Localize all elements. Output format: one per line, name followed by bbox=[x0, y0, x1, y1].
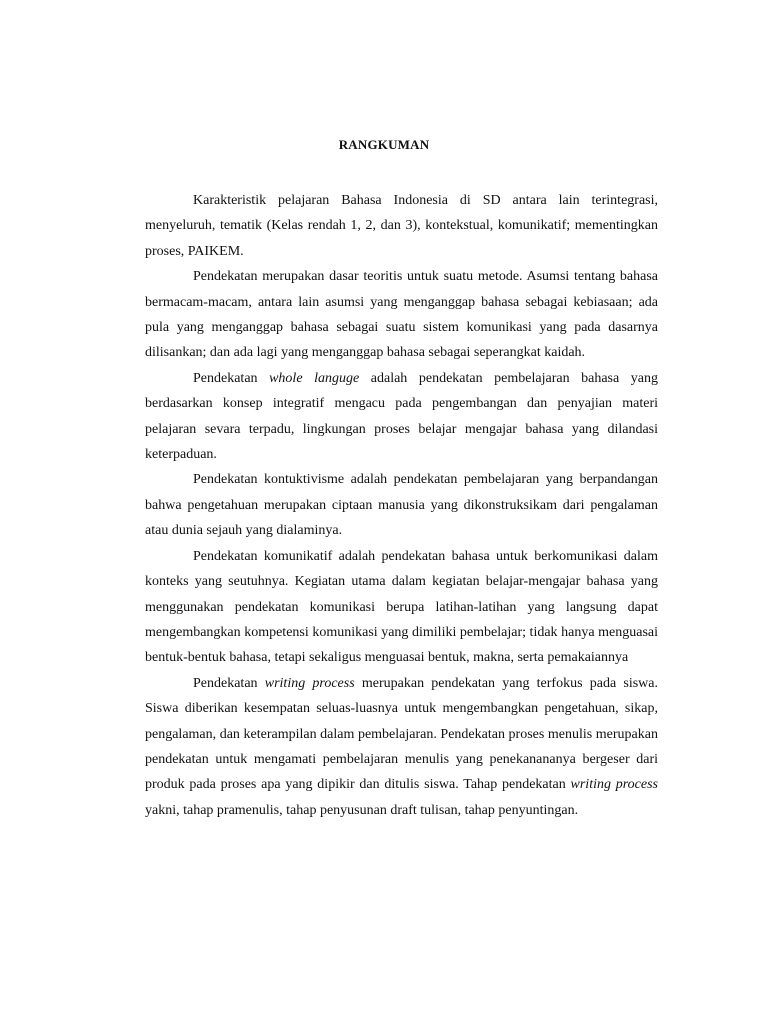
italic-term: whole languge bbox=[269, 370, 360, 386]
paragraph bbox=[145, 544, 658, 671]
paragraph-text: adalah pendekatan pembelajaran bahasa yang berdasarkan konsep integratif mengacu pada pengembangan dan penyajian materi pelajaran sevara terpadu, lingkungan proses belajar mengajar bahasa yang dilandasi keterpaduan. bbox=[145, 370, 658, 463]
paragraph bbox=[145, 671, 658, 823]
paragraph bbox=[145, 264, 658, 366]
paragraph bbox=[145, 467, 658, 543]
paragraph-text: Pendekatan merupakan dasar teoritis untuk suatu metode. Asumsi tentang bahasa bermacam-macam, antara lain asumsi yang menganggap bahasa sebagai kebiasaan; ada pula yang menganggap bahasa sebagai suatu sistem komunikasi yang pada dasarnya dilisankan; dan ada lagi yang menganggap bahasa sebagai seperangkat kaidah. bbox=[145, 269, 658, 361]
paragraph-text: Pendekatan komunikatif adalah pendekatan bahasa untuk berkomunikasi dalam konteks yang seutuhnya. Kegiatan utama dalam kegiatan belajar-mengajar bahasa yang menggunakan pendekatan komunikasi berupa latihan-latihan yang langsung dapat mengembangkan kompetensi komunikasi yang dimiliki pembelajar; tidak hanya menguasai bentuk-bentuk bahasa, tetapi sekaligus menguasai bentuk, makna, serta pemakaiannya bbox=[145, 548, 658, 666]
document-title: RANGKUMAN bbox=[338, 137, 430, 152]
paragraph-text: merupakan pendekatan yang terfokus pada siswa. Siswa diberikan kesempatan seluas-luasnya untuk mengembangkan pengetahuan, sikap, pengalaman, dan keterampilan dalam pembelajaran. Pendekatan proses menulis merupakan pendekatan untuk mengamati pembelajaran menulis yang penekanananya bergeser dari produk pada proses apa yang dipikir dan ditulis siswa. Tahap pendekatan bbox=[145, 675, 658, 793]
paragraph bbox=[145, 366, 658, 468]
paragraph-text: yakni, tahap pramenulis, tahap penyusunan draft tulisan, tahap penyuntingan. bbox=[145, 802, 579, 818]
italic-term: writing process bbox=[264, 675, 355, 691]
paragraph bbox=[145, 188, 658, 264]
paragraph-text: Pendekatan bbox=[193, 675, 265, 691]
paragraph-text: Pendekatan kontuktivisme adalah pendekatan pembelajaran yang berpandangan bahwa pengetahuan merupakan ciptaan manusia yang dikonstruksikam dari pengalaman atau dunia sejauh yang dialaminya. bbox=[145, 472, 658, 539]
document-body bbox=[145, 188, 658, 823]
paragraph-text: Karakteristik pelajaran Bahasa Indonesia di SD antara lain terintegrasi, menyeluruh, tematik (Kelas rendah 1, 2, dan 3), kontekstual, komunikatif; mementingkan proses, PAIKEM. bbox=[145, 193, 658, 259]
paragraph-text: Pendekatan bbox=[193, 370, 270, 386]
italic-term: writing process bbox=[570, 777, 658, 793]
